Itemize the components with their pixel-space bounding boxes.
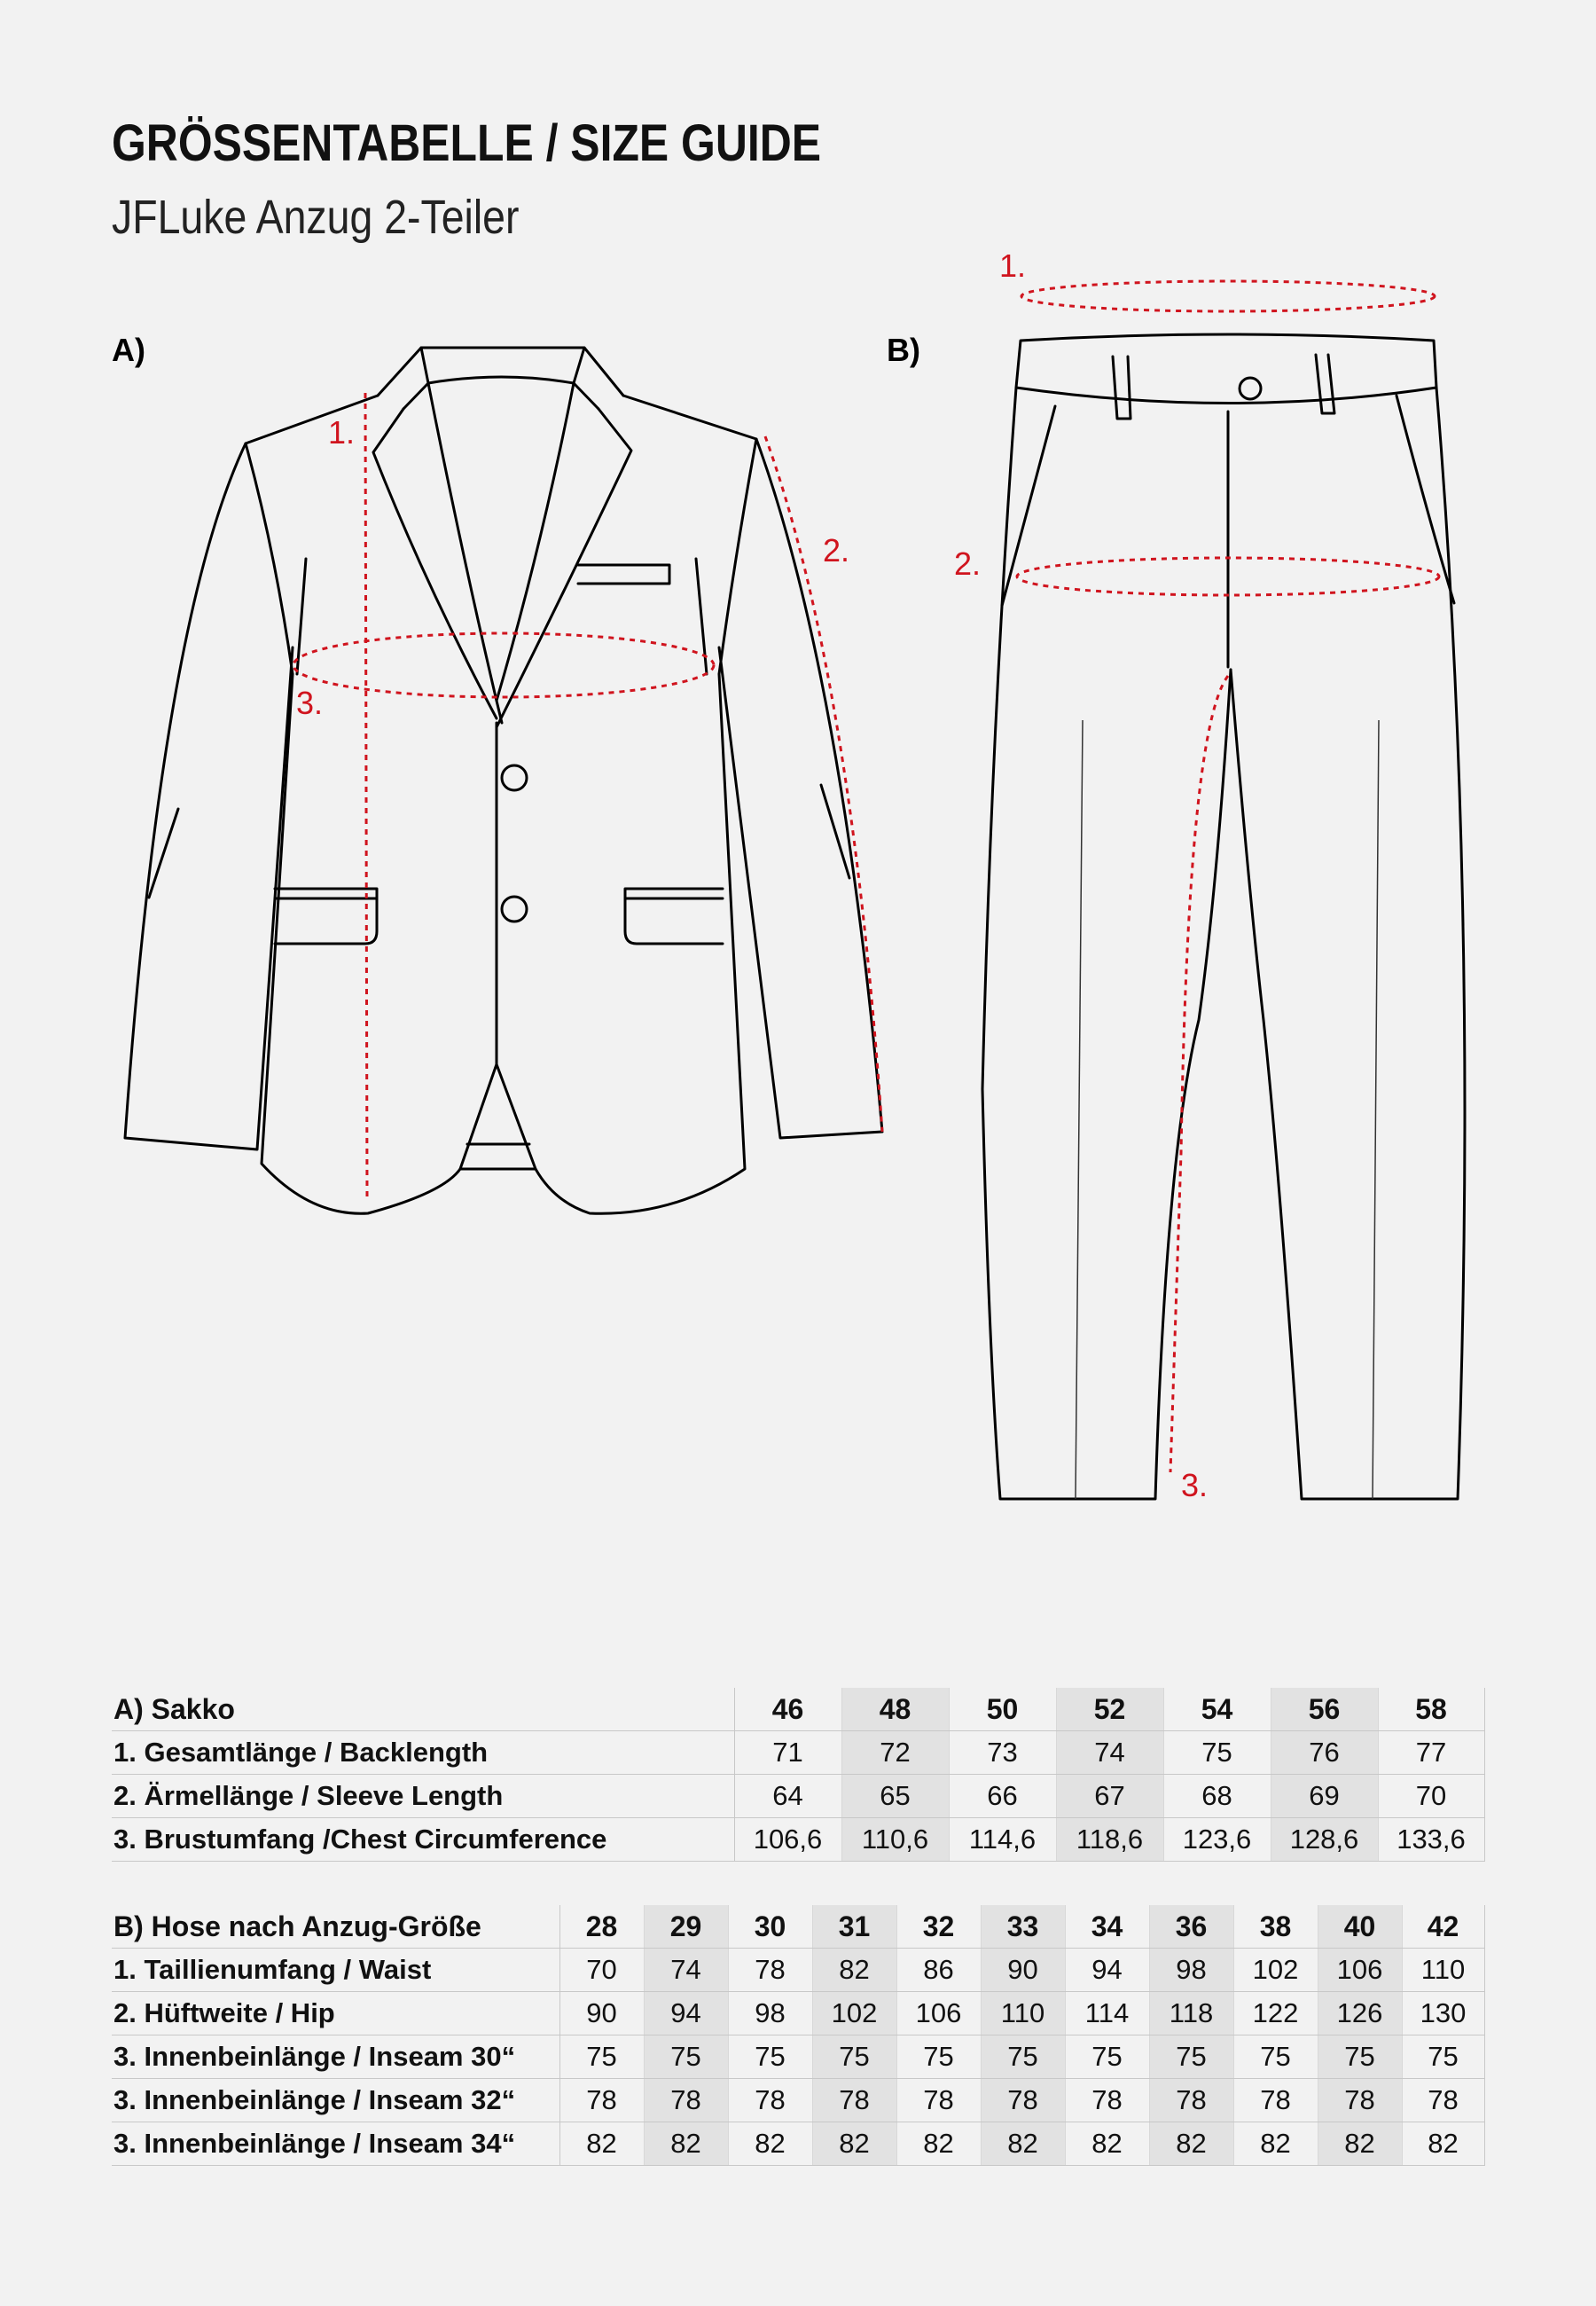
cell: 74 <box>1056 1731 1163 1775</box>
table-row <box>112 2035 1484 2079</box>
pants-size: 31 <box>812 1905 896 1949</box>
table-row <box>112 1775 1484 1818</box>
cell: 82 <box>1149 2122 1233 2166</box>
cell: 78 <box>981 2079 1065 2122</box>
table-row <box>112 1731 1484 1775</box>
cell: 133,6 <box>1378 1818 1484 1862</box>
pants-size-header-row <box>112 1905 1484 1949</box>
cell: 102 <box>812 1992 896 2035</box>
cell: 69 <box>1271 1775 1378 1818</box>
cell: 98 <box>1149 1949 1233 1992</box>
cell: 118 <box>1149 1992 1233 2035</box>
table-row <box>112 1992 1484 2035</box>
cell: 122 <box>1233 1992 1318 2035</box>
cell: 82 <box>1402 2122 1484 2166</box>
cell: 75 <box>981 2035 1065 2079</box>
cell: 82 <box>896 2122 981 2166</box>
cell: 130 <box>1402 1992 1484 2035</box>
row-label: 3. Innenbeinlänge / Inseam 32“ <box>112 2079 559 2122</box>
jacket-size: 52 <box>1056 1688 1163 1731</box>
cell: 78 <box>559 2079 644 2122</box>
row-label: 2. Hüftweite / Hip <box>112 1992 559 2035</box>
cell: 75 <box>1065 2035 1149 2079</box>
cell: 78 <box>1318 2079 1402 2122</box>
jacket-mark-2: 2. <box>823 532 850 569</box>
cell: 78 <box>1402 2079 1484 2122</box>
table-row <box>112 1949 1484 1992</box>
jacket-size: 46 <box>734 1688 841 1731</box>
cell: 66 <box>949 1775 1056 1818</box>
cell: 75 <box>559 2035 644 2079</box>
cell: 128,6 <box>1271 1818 1378 1862</box>
cell: 78 <box>1149 2079 1233 2122</box>
cell: 65 <box>841 1775 949 1818</box>
cell: 82 <box>644 2122 728 2166</box>
cell: 94 <box>1065 1949 1149 1992</box>
pants-inseam-line <box>1170 676 1228 1472</box>
jacket-figure-label: A) <box>112 332 145 368</box>
cell: 78 <box>1065 2079 1149 2122</box>
page-title: GRÖSSENTABELLE / SIZE GUIDE <box>112 114 822 172</box>
jacket-drawing <box>125 348 882 1213</box>
cell: 114 <box>1065 1992 1149 2035</box>
jacket-mark-1: 1. <box>328 414 356 451</box>
cell: 75 <box>896 2035 981 2079</box>
cell: 78 <box>896 2079 981 2122</box>
cell: 75 <box>1233 2035 1318 2079</box>
cell: 75 <box>1402 2035 1484 2079</box>
pants-size: 32 <box>896 1905 981 1949</box>
pants-mark-1: 1. <box>999 247 1027 284</box>
jacket-size: 48 <box>841 1688 949 1731</box>
cell: 73 <box>949 1731 1056 1775</box>
jacket-size-header-row <box>112 1688 1484 1731</box>
cell: 82 <box>1233 2122 1318 2166</box>
cell: 75 <box>644 2035 728 2079</box>
cell: 75 <box>812 2035 896 2079</box>
cell: 126 <box>1318 1992 1402 2035</box>
pants-size: 36 <box>1149 1905 1233 1949</box>
table-row <box>112 2079 1484 2122</box>
cell: 64 <box>734 1775 841 1818</box>
row-label: 3. Brustumfang /Chest Circumference <box>112 1818 734 1862</box>
product-subtitle: JFLuke Anzug 2-Teiler <box>112 191 520 244</box>
jacket-size-table <box>112 1688 1485 1862</box>
cell: 86 <box>896 1949 981 1992</box>
cell: 70 <box>559 1949 644 1992</box>
cell: 78 <box>728 2079 812 2122</box>
pants-size: 40 <box>1318 1905 1402 1949</box>
cell: 90 <box>981 1949 1065 1992</box>
row-label: 3. Innenbeinlänge / Inseam 30“ <box>112 2035 559 2079</box>
jacket-mark-3: 3. <box>296 685 324 721</box>
table-row <box>112 1818 1484 1862</box>
cell: 102 <box>1233 1949 1318 1992</box>
jacket-size: 56 <box>1271 1688 1378 1731</box>
pants-figure-label: B) <box>887 332 920 368</box>
cell: 110,6 <box>841 1818 949 1862</box>
pants-size: 33 <box>981 1905 1065 1949</box>
cell: 75 <box>1318 2035 1402 2079</box>
pants-size: 38 <box>1233 1905 1318 1949</box>
cell: 75 <box>728 2035 812 2079</box>
cell: 74 <box>644 1949 728 1992</box>
cell: 82 <box>559 2122 644 2166</box>
pants-mark-3: 3. <box>1181 1467 1209 1503</box>
cell: 72 <box>841 1731 949 1775</box>
cell: 78 <box>1233 2079 1318 2122</box>
cell: 82 <box>812 1949 896 1992</box>
pants-size: 34 <box>1065 1905 1149 1949</box>
cell: 110 <box>1402 1949 1484 1992</box>
cell: 78 <box>728 1949 812 1992</box>
cell: 78 <box>812 2079 896 2122</box>
cell: 78 <box>644 2079 728 2122</box>
cell: 118,6 <box>1056 1818 1163 1862</box>
jacket-size: 50 <box>949 1688 1056 1731</box>
cell: 82 <box>728 2122 812 2166</box>
cell: 82 <box>812 2122 896 2166</box>
cell: 82 <box>1065 2122 1149 2166</box>
measurement-lines <box>293 281 1439 1472</box>
cell: 123,6 <box>1163 1818 1271 1862</box>
pants-drawing <box>982 334 1465 1499</box>
pants-size-table <box>112 1905 1485 2166</box>
row-label: 3. Innenbeinlänge / Inseam 34“ <box>112 2122 559 2166</box>
cell: 71 <box>734 1731 841 1775</box>
jacket-size: 58 <box>1378 1688 1484 1731</box>
cell: 77 <box>1378 1731 1484 1775</box>
pants-size: 28 <box>559 1905 644 1949</box>
pants-size: 42 <box>1402 1905 1484 1949</box>
cell: 114,6 <box>949 1818 1056 1862</box>
pants-waist-ellipse <box>1021 281 1435 311</box>
cell: 90 <box>559 1992 644 2035</box>
cell: 67 <box>1056 1775 1163 1818</box>
cell: 98 <box>728 1992 812 2035</box>
cell: 106 <box>896 1992 981 2035</box>
cell: 82 <box>981 2122 1065 2166</box>
cell: 106 <box>1318 1949 1402 1992</box>
row-label: 2. Ärmellänge / Sleeve Length <box>112 1775 734 1818</box>
row-label: 1. Taillienumfang / Waist <box>112 1949 559 1992</box>
cell: 82 <box>1318 2122 1402 2166</box>
cell: 110 <box>981 1992 1065 2035</box>
cell: 75 <box>1163 1731 1271 1775</box>
pants-size: 30 <box>728 1905 812 1949</box>
table-row <box>112 2122 1484 2166</box>
pants-table-label: B) Hose nach Anzug-Größe <box>112 1905 559 1949</box>
jacket-backlength-line <box>365 393 367 1197</box>
cell: 106,6 <box>734 1818 841 1862</box>
cell: 94 <box>644 1992 728 2035</box>
cell: 70 <box>1378 1775 1484 1818</box>
cell: 76 <box>1271 1731 1378 1775</box>
row-label: 1. Gesamtlänge / Backlength <box>112 1731 734 1775</box>
cell: 68 <box>1163 1775 1271 1818</box>
pants-mark-2: 2. <box>954 545 982 582</box>
jacket-table-label: A) Sakko <box>112 1688 734 1731</box>
jacket-size: 54 <box>1163 1688 1271 1731</box>
jacket-chest-ellipse <box>293 633 714 697</box>
cell: 75 <box>1149 2035 1233 2079</box>
pants-size: 29 <box>644 1905 728 1949</box>
